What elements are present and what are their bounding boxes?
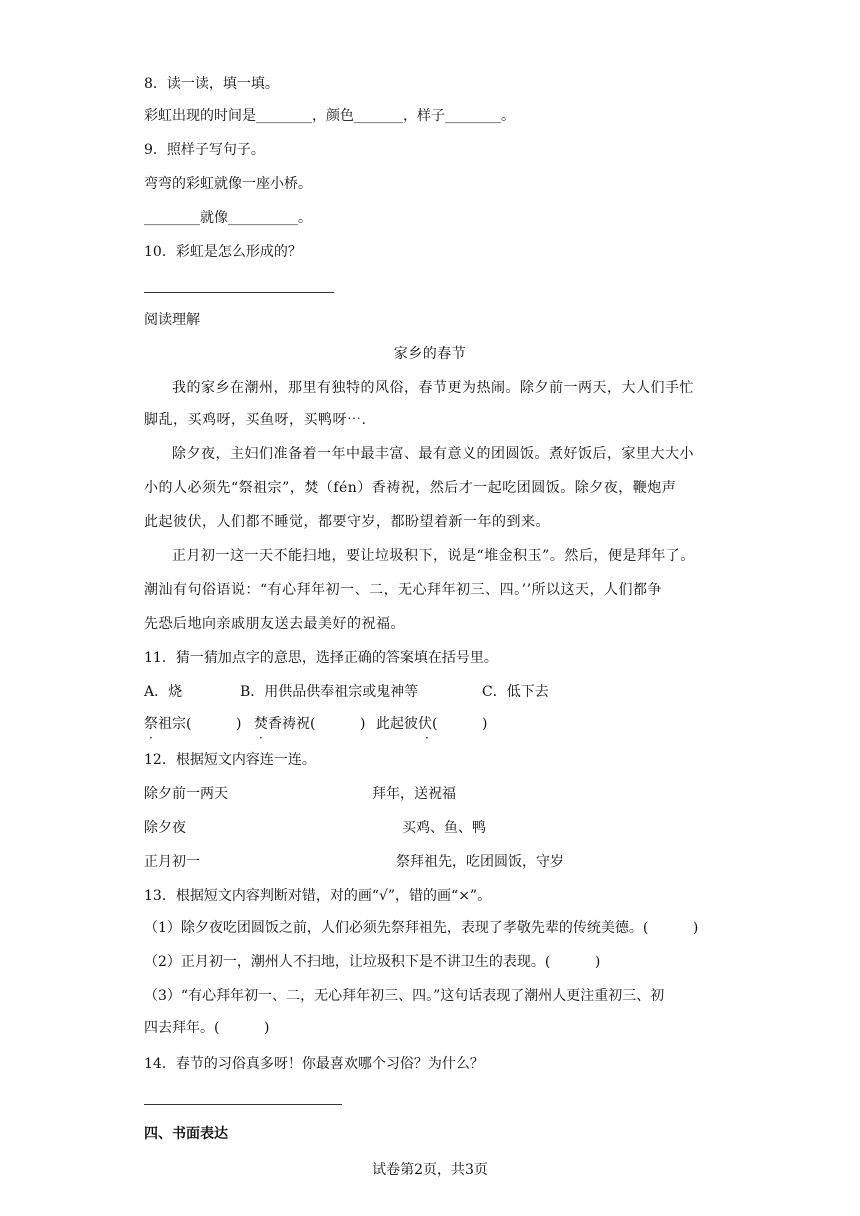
- q12-left-item: 除夕夜: [144, 820, 186, 836]
- q14-answer-line: [144, 1104, 342, 1105]
- q14-title: 14．春节的习俗真多呀！你最喜欢哪个习俗？为什么？: [144, 1056, 484, 1072]
- passage-line: 除夕夜，主妇们准备着一年中最丰富、最有意义的团圆饭。煮好饭后，家里大大小: [172, 446, 694, 462]
- q13-item: 四去拜年。( ): [144, 1020, 270, 1036]
- q13-item: （3）“有心拜年初一、二，无心拜年初三、四。”这句话表现了潮州人更注重初三、初: [144, 988, 665, 1004]
- q12-title: 12．根据短文内容连一连。: [144, 752, 316, 768]
- q11-item-3: 此起彼伏( ): [376, 716, 488, 732]
- q12-right-item: 拜年，送祝福: [372, 786, 456, 802]
- q9-example: 弯弯的彩虹就像一座小桥。: [144, 176, 312, 192]
- q9-fill: ________就像__________。: [144, 210, 312, 226]
- q11-option-b: B．用供品供奉祖宗或鬼神等: [240, 684, 419, 700]
- passage-line: 此起彼伏，人们都不睡觉，都要守岁，都盼望着新一年的到来。: [144, 514, 550, 530]
- q11-option-c: C．低下去: [482, 684, 549, 700]
- q12-right-item: 祭拜祖先，吃团圆饭，守岁: [396, 854, 564, 870]
- passage-line: 正月初一这一天不能扫地，要让垃圾积下，说是“堆金积玉”。然后，便是拜年了。: [172, 548, 695, 564]
- q12-left-item: 正月初一: [144, 854, 200, 870]
- q10-answer-line: [144, 292, 334, 293]
- passage-line: 我的家乡在潮州，那里有独特的风俗，春节更为热闹。除夕前一两天，大人们手忙: [172, 380, 694, 396]
- q11-title: 11．猜一猜加点字的意思，选择正确的答案填在括号里。: [144, 650, 498, 666]
- q11-item-2: 焚香祷祝( ): [254, 716, 366, 732]
- q11-option-a: A．烧: [144, 684, 183, 700]
- passage-line: 潮汕有句俗语说：“有心拜年初一、二，无心拜年初三、四。’’所以这天，人们都争: [144, 582, 663, 598]
- q8-title: 8．读一读，填一填。: [144, 76, 279, 92]
- q10-title: 10．彩虹是怎么形成的？: [144, 244, 302, 260]
- q8-fill-line: 彩虹出现的时间是________，颜色_______，样子________。: [144, 108, 515, 124]
- q13-title: 13．根据短文内容判断对错，对的画“√”，错的画“×”。: [144, 888, 492, 904]
- emphasis-dot: ·: [425, 731, 429, 745]
- q13-item: （1）除夕夜吃团圆饭之前，人们必须先祭拜祖先，表现了孝敬先辈的传统美德。( ): [144, 920, 699, 936]
- section-reading-heading: 阅读理解: [144, 312, 200, 328]
- passage-line: 小的人必须先“祭祖宗”，焚（fén）香祷祝，然后才一起吃团圆饭。除夕夜，鞭炮声: [144, 480, 677, 496]
- section-writing-heading: 四、书面表达: [144, 1126, 228, 1142]
- q13-item: （2）正月初一，潮州人不扫地，让垃圾积下是不讲卫生的表现。( ): [144, 954, 601, 970]
- emphasis-dot: ·: [149, 731, 153, 745]
- passage-title: 家乡的春节: [393, 346, 467, 362]
- passage-line: 脚乱，买鸡呀，买鱼呀，买鸭呀⋯.: [144, 412, 367, 428]
- q9-title: 9．照样子写句子。: [144, 142, 265, 158]
- emphasis-dot: ·: [259, 731, 263, 745]
- page-footer: 试卷第2页，共3页: [372, 1162, 488, 1178]
- q11-item-1: 祭祖宗( ): [144, 716, 242, 732]
- passage-line: 先恐后地向亲戚朋友送去最美好的祝福。: [144, 616, 405, 632]
- q12-left-item: 除夕前一两天: [144, 786, 228, 802]
- q12-right-item: 买鸡、鱼、鸭: [402, 820, 486, 836]
